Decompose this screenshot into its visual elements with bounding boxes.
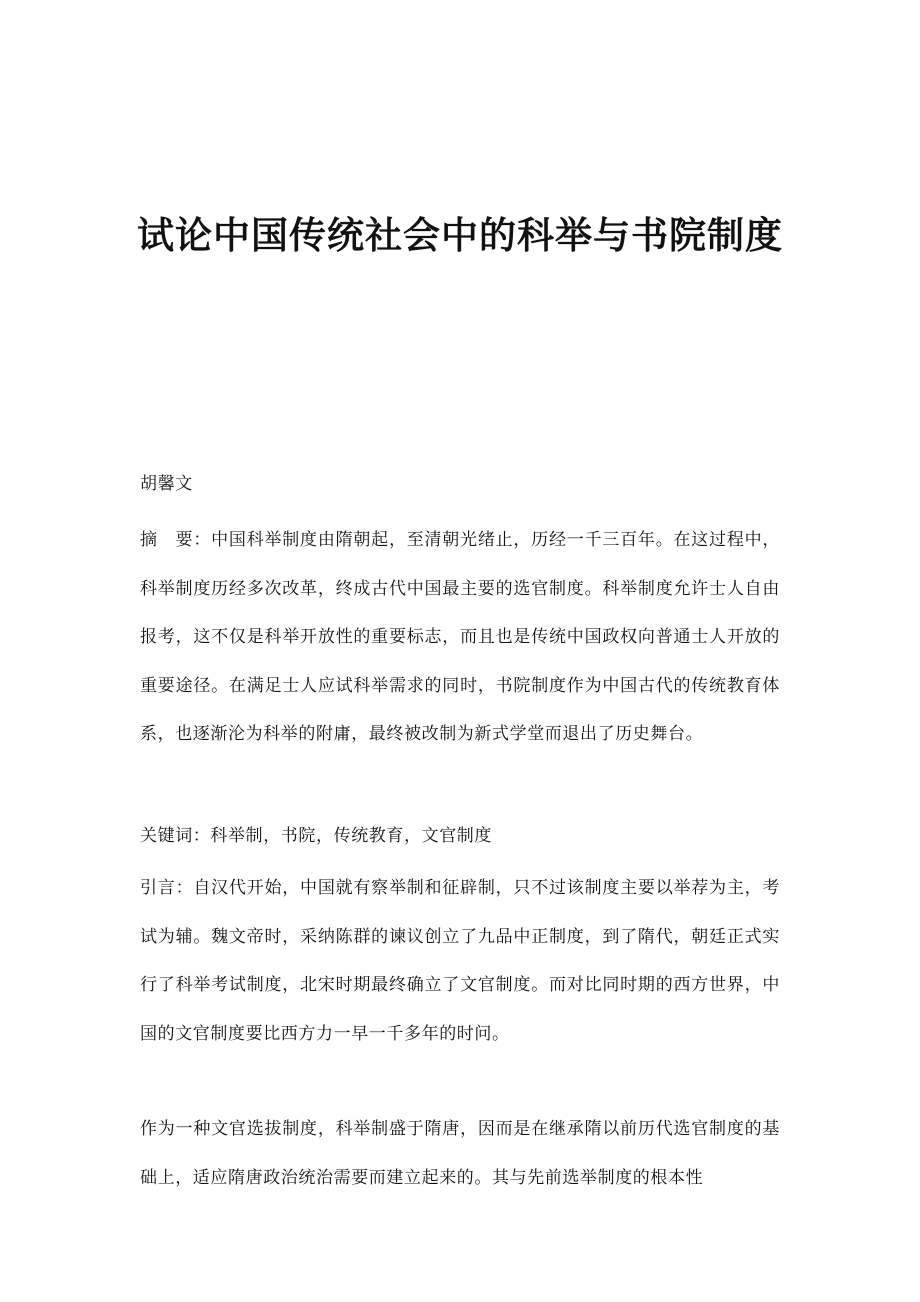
intro-paragraph: 引言：自汉代开始，中国就有察举制和征辟制，只不过该制度主要以举荐为主，考试为辅。魏文帝时，采纳陈群的谏议创立了九品中正制度，到了隋代，朝廷正式实行了科举考试制度，北宋时期最终确立了文官制度。而对比同时期的西方世界，中国的文官制度要比西方力一早一千多年的时问。 bbox=[140, 878, 780, 1044]
abstract-paragraph: 摘 要：中国科举制度由隋朝起，至清朝光绪止，历经一千三百年。在这过程中，科举制度历经多次改革，终成古代中国最主要的选官制度。科举制度允许士人自由报考，这不仅是科举开放性的重要标志，而且也是传统中国政权向普通士人开放的重要途径。在满足士人应试科举需求的同时，书院制度作为中国古代的传统教育体系，也逐渐沦为科举的附庸，最终被改制为新式学堂而退出了历史舞台。 bbox=[140, 530, 780, 745]
document-title: 试论中国传统社会中的科举与书院制度 bbox=[137, 214, 783, 257]
keywords-line: 关键词：科举制，书院，传统教育，文官制度 bbox=[140, 826, 492, 846]
author-name: 胡馨文 bbox=[140, 474, 193, 494]
body-paragraph: 作为一种文官选拔制度，科举制盛于隋唐，因而是在继承隋以前历代选官制度的基础上，适应隋唐政治统治需要而建立起来的。其与先前选举制度的根本性 bbox=[140, 1119, 780, 1188]
